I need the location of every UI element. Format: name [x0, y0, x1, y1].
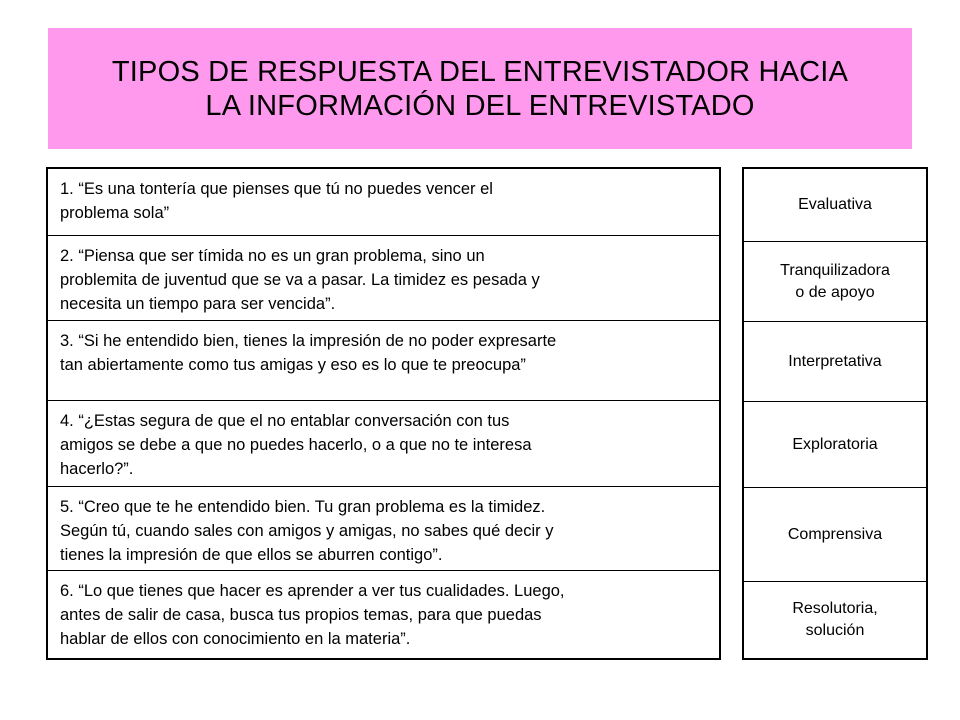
responses-table	[46, 167, 721, 660]
response-1-line-1: 1. “Es una tontería que pienses que tú no puedes vencer el	[60, 180, 493, 198]
response-4-line-1: 4. “¿Estas segura de que el no entablar conversación con tus	[60, 412, 510, 430]
type-4-label: Exploratoria	[792, 435, 878, 453]
type-cell-5	[744, 487, 926, 581]
type-6-label-line-2: solución	[805, 622, 865, 639]
response-row-1	[48, 169, 719, 235]
response-6-line-2: antes de salir de casa, busca tus propios temas, para que puedas	[60, 606, 542, 624]
type-3-label: Interpretativa	[788, 352, 882, 370]
response-6-line-1: 6. “Lo que tienes que hacer es aprender a ver tus cualidades. Luego,	[60, 582, 565, 600]
type-2-label-line-2: o de apoyo	[795, 283, 875, 301]
response-5-line-3: tienes la impresión de que ellos se aburren contigo”.	[60, 546, 443, 564]
response-5-line-2: Según tú, cuando sales con amigos y amigas, no sabes qué decir y	[60, 522, 554, 540]
response-types-table	[742, 167, 928, 660]
type-cell-4	[744, 401, 926, 487]
response-6-line-3: hablar de ellos con conocimiento en la materia”.	[60, 630, 411, 648]
response-1-line-2: problema sola”	[60, 204, 170, 222]
page-title-line-1: TIPOS DE RESPUESTA DEL ENTREVISTADOR HACIA	[111, 55, 849, 88]
type-2-label-line-1: Tranquilizadora	[780, 261, 890, 279]
type-6-label-line-1: Resolutoria,	[792, 600, 878, 617]
response-2-line-1: 2. “Piensa que ser tímida no es un gran problema, sino un	[60, 247, 485, 265]
type-cell-2	[744, 241, 926, 321]
title-banner	[48, 28, 912, 149]
response-2-line-2: problemita de juventud que se va a pasar. La timidez es pesada y	[60, 271, 540, 289]
response-row-3	[48, 320, 719, 400]
response-row-2	[48, 235, 719, 320]
response-row-4	[48, 400, 719, 486]
page-title-line-2: LA INFORMACIÓN DEL ENTREVISTADO	[205, 89, 755, 122]
type-1-label: Evaluativa	[798, 196, 872, 213]
response-3-line-1: 3. “Si he entendido bien, tienes la impresión de no poder expresarte	[60, 332, 557, 350]
type-cell-3	[744, 321, 926, 401]
type-cell-1	[744, 169, 926, 241]
type-cell-6	[744, 581, 926, 658]
response-2-line-3: necesita un tiempo para ser vencida”.	[60, 295, 336, 313]
type-5-label: Comprensiva	[787, 525, 883, 543]
response-4-line-2: amigos se debe a que no puedes hacerlo, o a que no te interesa	[60, 436, 532, 454]
response-3-line-2: tan abiertamente como tus amigas y eso es lo que te preocupa”	[60, 356, 526, 374]
response-5-line-1: 5. “Creo que te he entendido bien. Tu gran problema es la timidez.	[60, 498, 546, 516]
response-row-6	[48, 570, 719, 658]
response-4-line-3: hacerlo?”.	[60, 460, 134, 478]
response-row-5	[48, 486, 719, 570]
